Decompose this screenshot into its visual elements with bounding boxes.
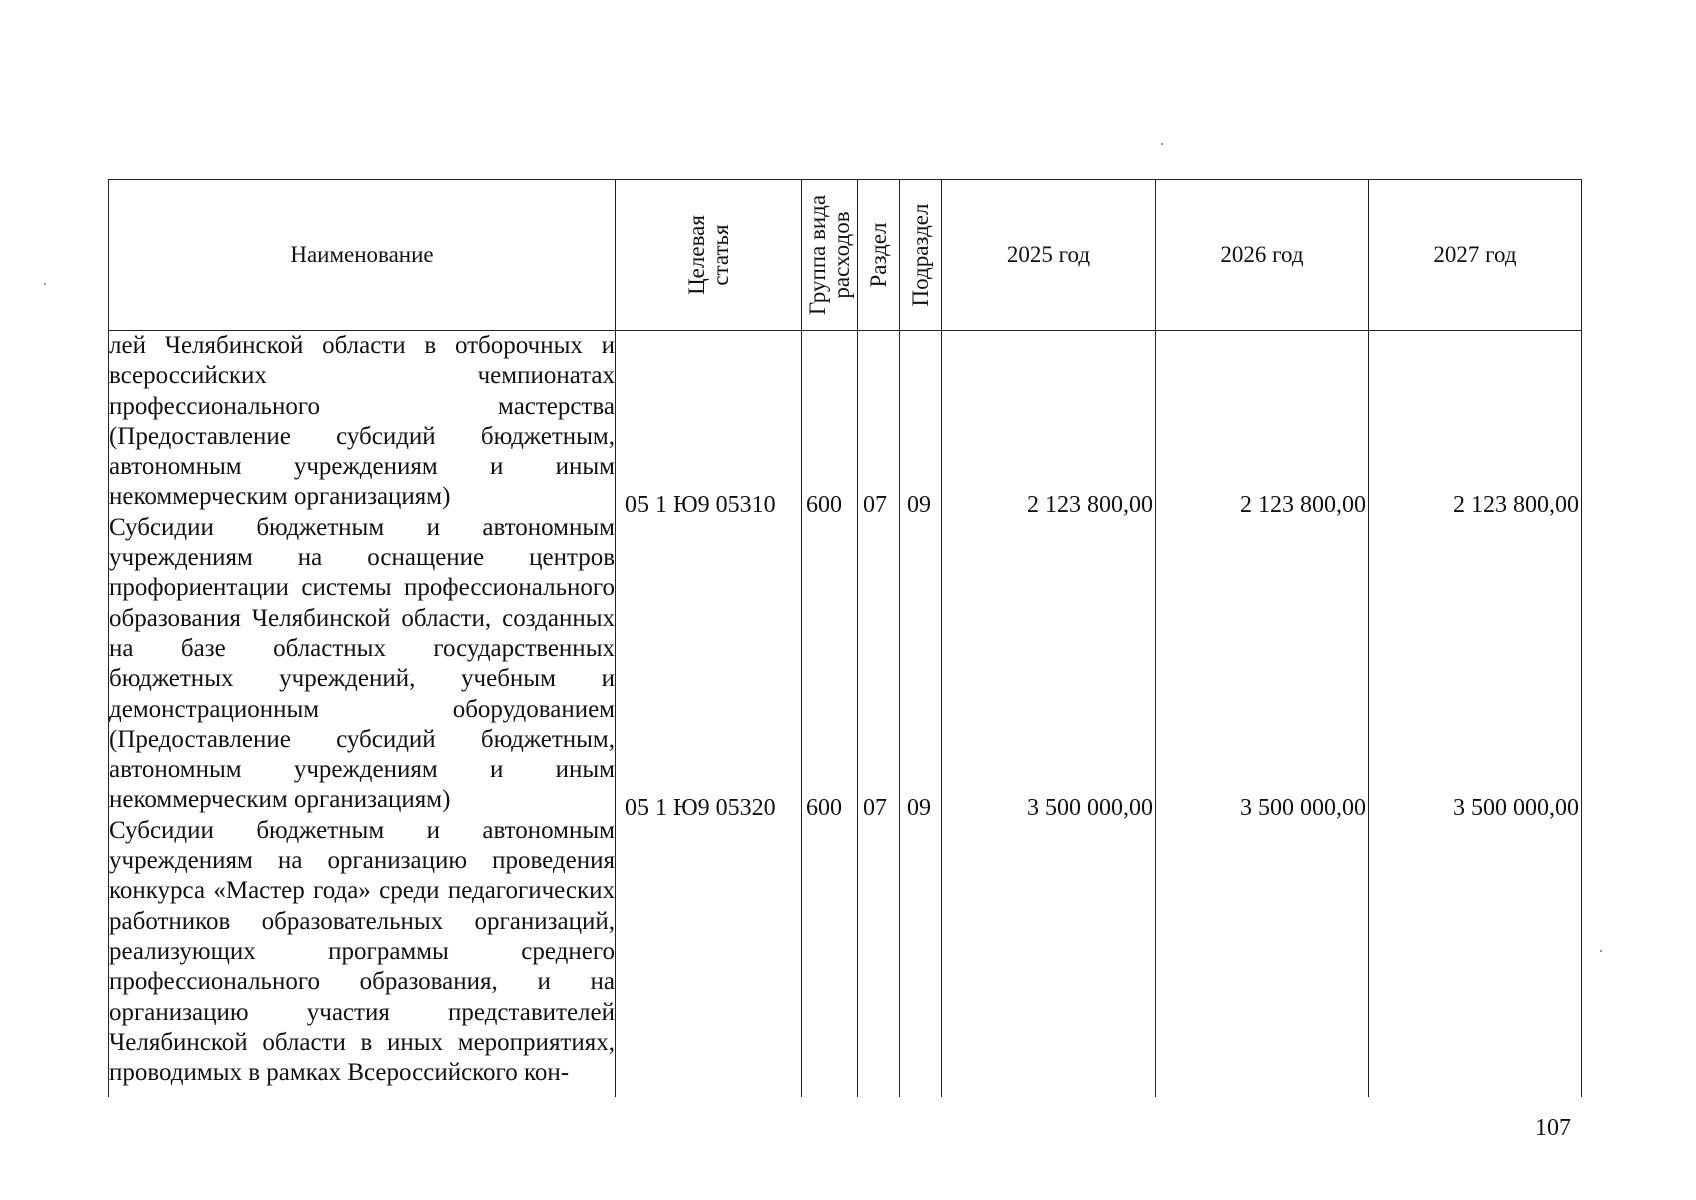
target-article-row-2: 05 1 Ю9 05320 [625, 795, 776, 821]
section-cell [858, 331, 900, 1097]
amount-2027-cell [1369, 331, 1582, 1097]
description-paragraph-2: Субсидии бюджетным и автономным учреждениям на оснащение центров профориентации системы профессионального образования Челябинской области, созданных на базе областных государственных бюджетных учреждений, учебным и демонстрационным оборудованием (Предоставление субсидий бюджетным, автономным учреждениям и иным некоммерческим организациям) [109, 513, 615, 814]
description-paragraph-1: лей Челябинской области в отборочных и всероссийских чемпионатах профессионального мастерства (Предоставление субсидий бюджетным, автономным учреждениям и иным некоммерческим организациям) [109, 332, 615, 511]
header-year-2026: 2026 год [1156, 180, 1369, 331]
amount-2026-row-2: 3 500 000,00 [1240, 795, 1366, 821]
section-row-1: 07 [863, 492, 887, 518]
amount-2027-row-2: 3 500 000,00 [1453, 795, 1579, 821]
expense-group-row-1: 600 [806, 492, 842, 518]
section-row-2: 07 [863, 795, 887, 821]
amount-2025-row-1: 2 123 800,00 [1027, 492, 1153, 518]
header-year-2027: 2027 год [1369, 180, 1582, 331]
amount-2027-row-1: 2 123 800,00 [1453, 492, 1579, 518]
header-year-2025: 2025 год [942, 180, 1156, 331]
header-subsection: Подраздел [900, 180, 942, 331]
amount-2025-row-2: 3 500 000,00 [1027, 795, 1153, 821]
table-header-row [109, 180, 1582, 331]
target-article-row-1: 05 1 Ю9 05310 [625, 492, 776, 518]
subsection-row-2: 09 [907, 795, 931, 821]
table-row [109, 331, 1582, 1097]
target-article-cell [616, 331, 802, 1097]
description-paragraph-3: Субсидии бюджетным и автономным учреждениям на организацию проведения конкурса «Мастер года» среди педагогических работников образовательных организаций, реализующих программы среднего профессионального образования, и на организацию участия представителей Челябинской области в иных мероприятиях, проводимых в рамках Всероссийского кон- [109, 816, 615, 1087]
budget-table-container [108, 179, 1581, 1097]
amount-2025-cell [942, 331, 1156, 1097]
subsection-cell [900, 331, 942, 1097]
amount-2026-cell [1156, 331, 1369, 1097]
amount-2026-row-1: 2 123 800,00 [1240, 492, 1366, 518]
budget-table [108, 179, 1582, 1097]
expense-group-cell [802, 331, 858, 1097]
header-name: Наименование [109, 180, 616, 331]
header-expense-group: Группа вида расходов [802, 180, 858, 331]
header-target-article: Целевая статья [616, 180, 802, 331]
page-number: 107 [1535, 1115, 1571, 1141]
expense-group-row-2: 600 [806, 795, 842, 821]
description-cell [109, 331, 616, 1097]
subsection-row-1: 09 [907, 492, 931, 518]
header-section: Раздел [858, 180, 900, 331]
